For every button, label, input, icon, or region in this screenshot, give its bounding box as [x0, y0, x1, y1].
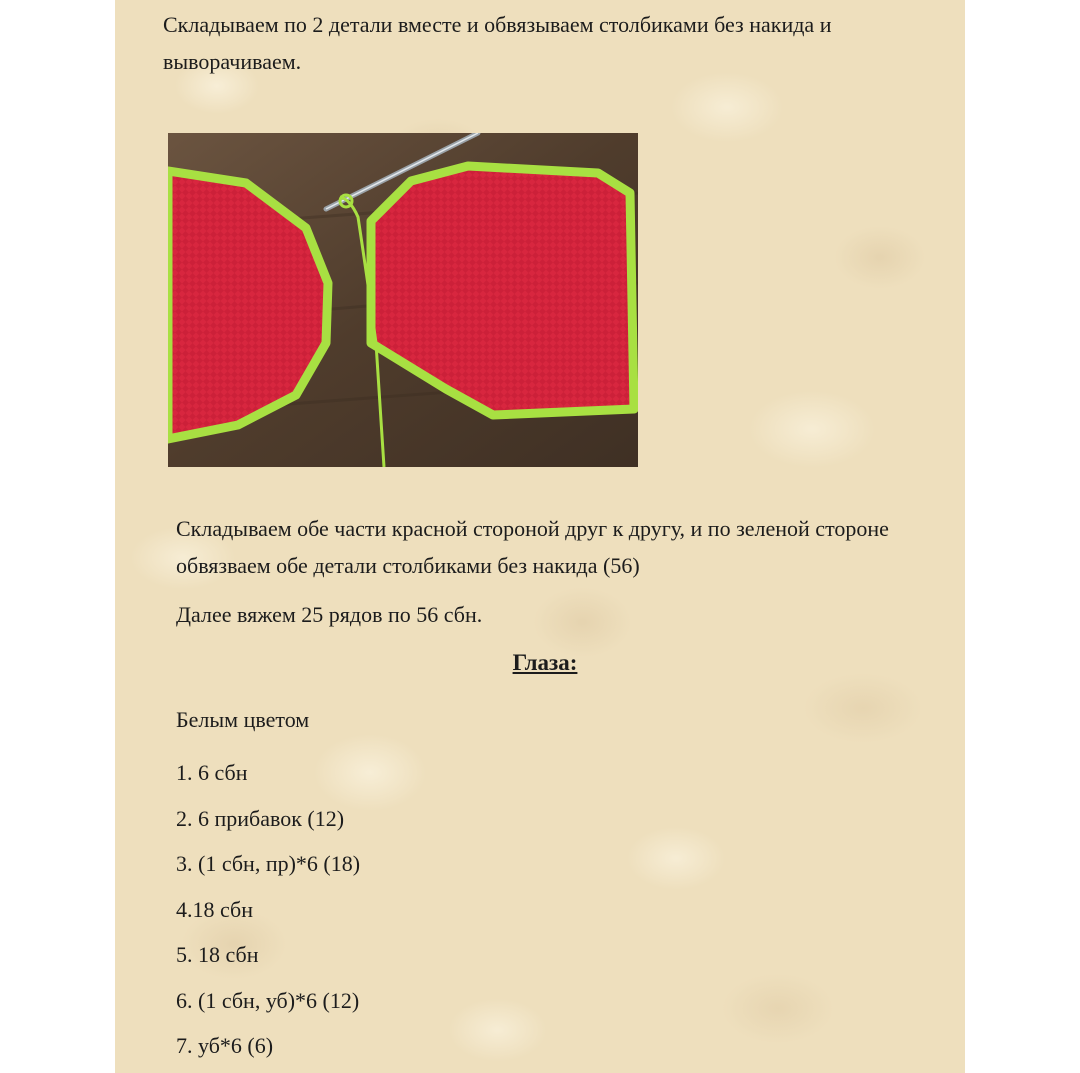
eyes-steps-list [176, 750, 360, 1069]
crochet-photo [168, 133, 638, 467]
fold-paragraph: Складываем обе части красной стороной друг к другу, и по зеленой стороне обвязваем обе детали столбиками без накида (56) [176, 516, 889, 578]
rows-paragraph: Далее вяжем 25 рядов по 56 сбн. [176, 602, 483, 627]
list-item: 2. 6 прибавок (12) [176, 805, 345, 831]
intro-paragraph: Складываем по 2 детали вместе и обвязываем столбиками без накида и выворачиваем. [163, 12, 832, 74]
list-item: 1. 6 сбн [176, 760, 248, 785]
list-item: 3. (1 сбн, пр)*6 (18) [176, 851, 361, 876]
list-item: 6. (1 сбн, уб)*6 (12) [176, 987, 360, 1013]
eyes-heading: Глаза: [512, 650, 578, 675]
eyes-color-note: Белым цветом [176, 707, 310, 732]
list-item: 4.18 сбн [176, 896, 253, 922]
list-item: 5. 18 сбн [176, 942, 259, 967]
list-item: 7. уб*6 (6) [176, 1033, 274, 1058]
